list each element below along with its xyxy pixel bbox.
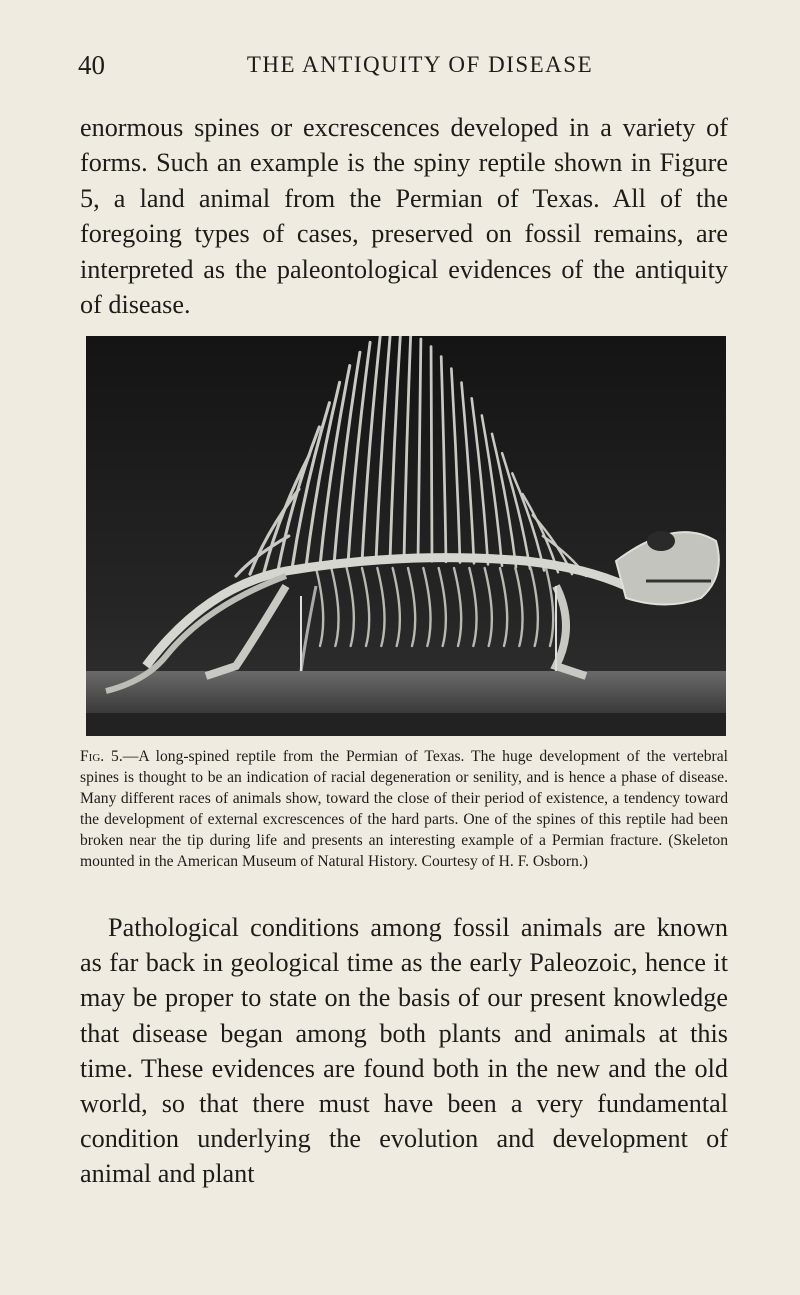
paragraph-bottom: Pathological conditions among fossil animals are known as far back in geological time as the early Paleozoic, hence it may be proper to state on the basis of our present knowledge that disease began among both plants and animals at this time. These evidences are found both in the new and the old world, so that there must have been a very fundamental condition underlying the evolution and development of animal and plant	[80, 913, 728, 1189]
figure-caption	[80, 746, 728, 872]
figure-caption-text: —A long-spined reptile from the Permian of Texas. The huge development of the vertebral spines is thought to be an indication of racial degeneration or senility, and is hence a phase of disease. Many different races of animals show, toward the close of their period of existence, a tendency toward the development of external excrescences of the hard parts. One of the spines of this reptile had been broken near the tip during life and presents an interesting example of a Permian fracture. (Skeleton mounted in the American Museum of Natural History. Courtesy of H. F. Osborn.)	[80, 748, 728, 870]
figure-photo	[86, 336, 726, 736]
page-number: 40	[78, 50, 105, 80]
skeleton-illustration	[86, 336, 726, 736]
paragraph-top: enormous spines or excrescences developed in a variety of forms. Such an example is the spiny reptile shown in Figure 5, a land animal from the Permian of Texas. All of the foregoing types of cases, preserved on fossil remains, are interpreted as the paleontological evidences of the antiquity of disease.	[80, 113, 728, 320]
page-header	[78, 50, 722, 84]
running-head: THE ANTIQUITY OF DISEASE	[246, 52, 594, 77]
figure-label: Fig. 5.	[80, 748, 123, 765]
vertebral-spine	[431, 347, 432, 562]
